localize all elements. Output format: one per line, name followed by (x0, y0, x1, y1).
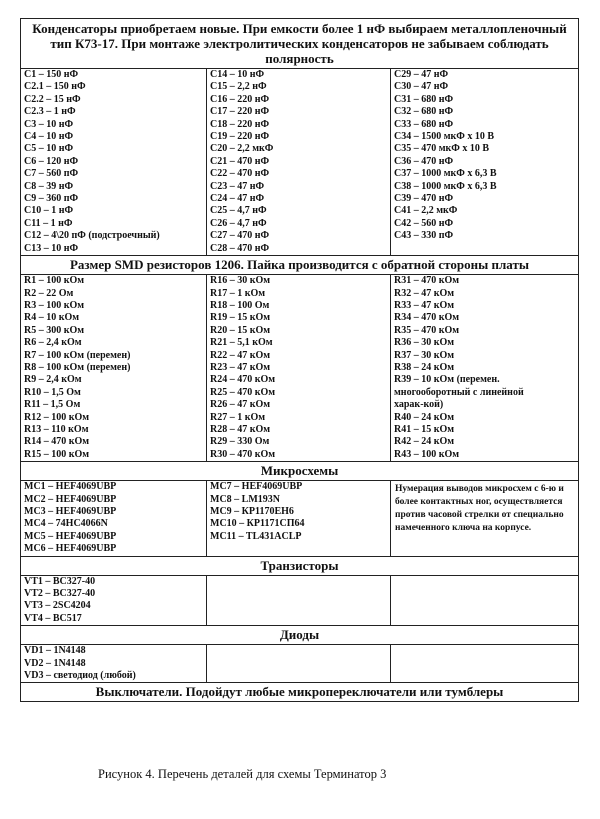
part-entry: R26 – 47 кОм (210, 399, 271, 411)
diodes-list (21, 645, 207, 683)
part-entry: C16 – 220 нФ (210, 93, 270, 105)
part-entry: C1 – 150 нФ (24, 69, 79, 80)
part-entry: C22 – 470 нФ (210, 168, 270, 180)
part-entry: R38 – 24 кОм (394, 361, 455, 373)
part-entry: R27 – 1 кОм (210, 411, 266, 423)
part-entry: VD3 – светодиод (любой) (24, 670, 136, 682)
part-entry: C3 – 10 нФ (24, 118, 74, 130)
diodes-empty-3 (391, 645, 579, 683)
part-entry: R19 – 15 кОм (210, 312, 271, 324)
part-entry: R34 – 470 кОм (394, 312, 460, 324)
part-entry: C38 – 1000 мкФ х 6,3 В (394, 180, 497, 192)
parts-list-table (20, 18, 579, 702)
capacitors-col-3 (391, 69, 579, 256)
ics-col-1 (21, 481, 207, 556)
part-entry: R5 – 300 кОм (24, 324, 85, 336)
part-entry: R40 – 24 кОм (394, 411, 455, 423)
part-entry: R33 – 47 кОм (394, 299, 455, 311)
part-entry: MC8 – LM193N (210, 493, 280, 505)
part-entry: R39 – 10 кОм (перемен. (394, 374, 500, 386)
capacitors-col-1 (21, 69, 207, 256)
part-entry: R1 – 100 кОм (24, 275, 85, 287)
part-entry: C32 – 680 нФ (394, 106, 454, 118)
part-entry: C15 – 2,2 нФ (210, 81, 267, 93)
ics-header: Микросхемы (21, 462, 579, 481)
transistors-row (21, 575, 579, 626)
part-entry: C19 – 220 нФ (210, 131, 270, 143)
part-entry: R18 – 100 Ом (210, 299, 270, 311)
part-entry: C2.3 – 1 нФ (24, 106, 76, 118)
diodes-row (21, 645, 579, 683)
part-entry: R14 – 470 кОм (24, 436, 90, 448)
part-entry: R43 – 100 кОм (394, 448, 460, 460)
part-entry: R11 – 1,5 Ом (24, 399, 81, 411)
part-entry: C21 – 470 нФ (210, 155, 270, 167)
part-entry: R8 – 100 кОм (перемен) (24, 361, 131, 373)
part-entry: C36 – 470 нФ (394, 155, 454, 167)
part-entry: R36 – 30 кОм (394, 337, 455, 349)
part-entry: C2.2 – 15 нФ (24, 93, 81, 105)
part-entry: R2 – 22 Ом (24, 287, 74, 299)
part-entry: C14 – 10 нФ (210, 69, 265, 80)
part-entry: VT3 – 2SC4204 (24, 600, 91, 612)
part-entry: VD1 – 1N4148 (24, 645, 86, 657)
part-entry: C28 – 470 нФ (210, 242, 270, 254)
part-entry: харак-кой) (394, 399, 444, 411)
part-entry: R24 – 470 кОм (210, 374, 276, 386)
switches-row: Выключатели. Подойдут любые микропереключатели или тумблеры (21, 683, 579, 702)
part-entry: C7 – 560 пФ (24, 168, 79, 180)
part-entry: C41 – 2,2 мкФ (394, 205, 458, 217)
resistors-col-1 (21, 275, 207, 462)
part-entry: C35 – 470 мкФ х 10 В (394, 143, 490, 155)
part-entry: R3 – 100 кОм (24, 299, 85, 311)
part-entry: R42 – 24 кОм (394, 436, 455, 448)
resistors-header: Размер SMD резисторов 1206. Пайка производится с обратной стороны платы (21, 256, 579, 275)
part-entry: C23 – 47 нФ (210, 180, 265, 192)
capacitors-col-2 (207, 69, 391, 256)
resistors-row (21, 275, 579, 462)
part-entry: C29 – 47 нФ (394, 69, 449, 80)
part-entry: C20 – 2,2 мкФ (210, 143, 274, 155)
part-entry: R35 – 470 кОм (394, 324, 460, 336)
part-entry: MC1 – HEF4069UBP (24, 481, 117, 493)
figure-caption: Рисунок 4. Перечень деталей для схемы Терминатор 3 (98, 767, 387, 781)
part-entry: VT4 – BC517 (24, 612, 82, 624)
resistors-col-2 (207, 275, 391, 462)
part-entry: R12 – 100 кОм (24, 411, 90, 423)
part-entry: C26 – 4,7 нФ (210, 217, 267, 229)
part-entry: R37 – 30 кОм (394, 349, 455, 361)
part-entry: C9 – 360 пФ (24, 193, 79, 205)
part-entry: C34 – 1500 мкФ х 10 В (394, 131, 495, 143)
part-entry: MC5 – HEF4069UBP (24, 530, 117, 542)
part-entry: VT2 – BC327-40 (24, 588, 96, 600)
part-entry: многооборотный с линейной (394, 386, 524, 398)
diodes-header: Диоды (21, 626, 579, 645)
part-entry: C6 – 120 нФ (24, 155, 79, 167)
resistors-col-3 (391, 275, 579, 462)
part-entry: R6 – 2,4 кОм (24, 337, 82, 349)
part-entry: MC9 – КР1170ЕН6 (210, 506, 294, 517)
part-entry: C42 – 560 нФ (394, 217, 454, 229)
ics-row (21, 481, 579, 556)
part-entry: R15 – 100 кОм (24, 448, 90, 460)
part-entry: C27 – 470 нФ (210, 230, 270, 242)
capacitors-header: Конденсаторы приобретаем новые. При емкости более 1 нФ выбираем металлопленочный тип К73-17. При монтаже электролитических конденсаторов не забываем соблюдать полярность (21, 19, 579, 69)
transistors-header: Транзисторы (21, 556, 579, 575)
part-entry: C31 – 680 нФ (394, 93, 454, 105)
part-entry: R30 – 470 кОм (210, 448, 276, 460)
part-entry: C12 – 4\20 пФ (подстроечный) (24, 230, 160, 242)
part-entry: C30 – 47 нФ (394, 81, 449, 93)
part-entry: R21 – 5,1 кОм (210, 337, 273, 349)
part-entry: C13 – 10 нФ (24, 242, 79, 254)
part-entry: MC11 – TL431ACLP (210, 530, 302, 542)
part-entry: R17 – 1 кОм (210, 287, 266, 299)
part-entry: R31 – 470 кОм (394, 275, 460, 287)
part-entry: VT1 – BC327-40 (24, 575, 96, 587)
part-entry: MC3 – HEF4069UBP (24, 506, 117, 517)
part-entry: R41 – 15 кОм (394, 423, 455, 435)
part-entry: R25 – 470 кОм (210, 386, 276, 398)
part-entry: C2.1 – 150 нФ (24, 81, 86, 93)
capacitors-row (21, 69, 579, 256)
part-entry: C37 – 1000 мкФ х 6,3 В (394, 168, 497, 180)
part-entry: R32 – 47 кОм (394, 287, 455, 299)
part-entry: MC2 – HEF4069UBP (24, 493, 117, 505)
part-entry: MC6 – HEF4069UBP (24, 543, 117, 555)
part-entry: C24 – 47 нФ (210, 193, 265, 205)
part-entry: R10 – 1,5 Ом (24, 386, 81, 398)
part-entry: C18 – 220 нФ (210, 118, 270, 130)
part-entry: R22 – 47 кОм (210, 349, 271, 361)
transistors-empty-2 (207, 575, 391, 626)
part-entry: C17 – 220 нФ (210, 106, 270, 118)
ics-col-2 (207, 481, 391, 556)
part-entry: R28 – 47 кОм (210, 423, 271, 435)
transistors-list (21, 575, 207, 626)
part-entry: C25 – 4,7 нФ (210, 205, 267, 217)
part-entry: C11 – 1 нФ (24, 217, 73, 229)
part-entry: R13 – 110 кОм (24, 423, 89, 435)
part-entry: R9 – 2,4 кОм (24, 374, 82, 386)
part-entry: R16 – 30 кОм (210, 275, 271, 287)
part-entry: MC7 – HEF4069UBP (210, 481, 303, 493)
part-entry: R29 – 330 Ом (210, 436, 270, 448)
part-entry: MC10 – КР1171СП64 (210, 518, 305, 530)
part-entry: R7 – 100 кОм (перемен) (24, 349, 131, 361)
part-entry: C8 – 39 нФ (24, 180, 74, 192)
part-entry: C4 – 10 нФ (24, 131, 74, 143)
part-entry: R20 – 15 кОм (210, 324, 271, 336)
diodes-empty-2 (207, 645, 391, 683)
part-entry: C43 – 330 пФ (394, 230, 454, 242)
transistors-empty-3 (391, 575, 579, 626)
part-entry: MC4 – 74HC4066N (24, 518, 108, 530)
part-entry: R23 – 47 кОм (210, 361, 271, 373)
part-entry: C5 – 10 нФ (24, 143, 74, 155)
part-entry: C39 – 470 нФ (394, 193, 454, 205)
part-entry: C10 – 1 нФ (24, 205, 74, 217)
part-entry: VD2 – 1N4148 (24, 657, 86, 669)
part-entry: R4 – 10 кОм (24, 312, 80, 324)
ics-pin-note: Нумерация выводов микросхем с 6-ю и более контактных ног, осуществляется против часовой стрелки от специально намеченного ключа на корпусе. (391, 481, 579, 556)
part-entry: C33 – 680 нФ (394, 118, 454, 130)
